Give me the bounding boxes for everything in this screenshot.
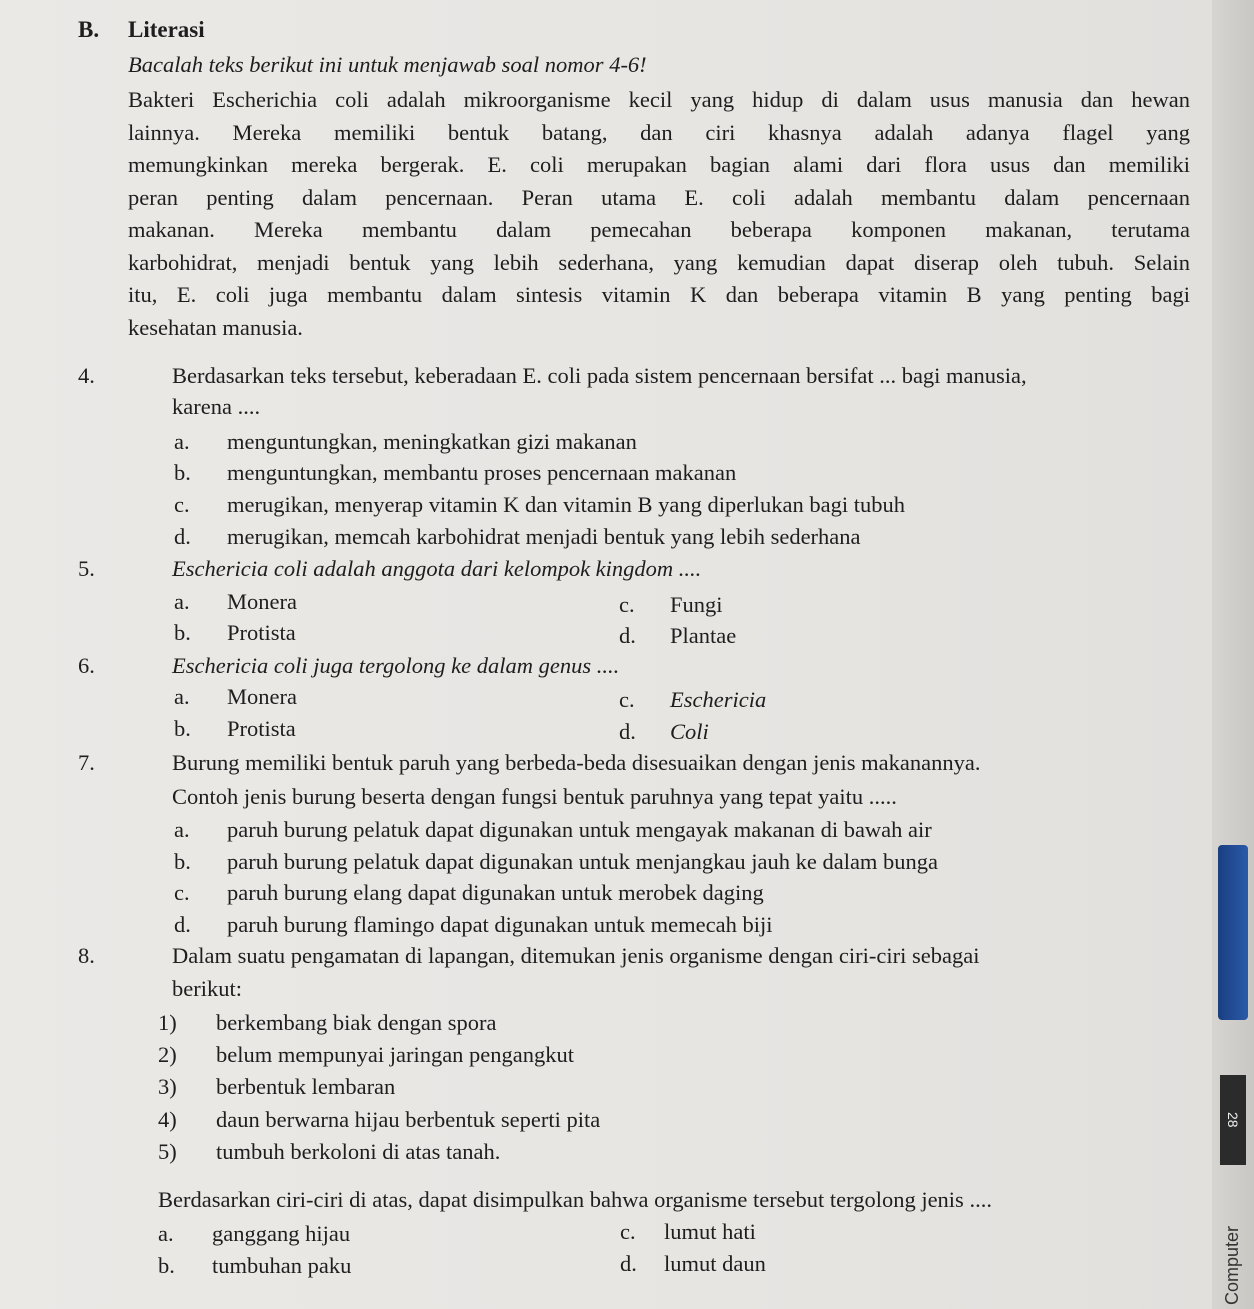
passage-line: makanan. Mereka membantu dalam pemecahan beberapa komponen makanan, terutama — [128, 217, 1190, 242]
option-text[interactable]: lumut daun — [664, 1251, 766, 1276]
question-5-number: 5. — [78, 556, 95, 581]
question-6-number: 6. — [78, 653, 95, 678]
trait-number: 3) — [158, 1074, 177, 1099]
page-edge — [1212, 0, 1254, 1309]
option-text[interactable]: tumbuhan paku — [212, 1253, 352, 1278]
option-letter: a. — [174, 817, 190, 842]
option-letter: d. — [619, 623, 636, 648]
passage-line: itu, E. coli juga membantu dalam sintesis vitamin K dan beberapa vitamin B yang penting bagi — [128, 282, 1190, 307]
option-text[interactable]: lumut hati — [664, 1219, 756, 1244]
question-4-number: 4. — [78, 363, 95, 388]
option-text[interactable]: paruh burung flamingo dapat digunakan untuk memecah biji — [227, 912, 773, 937]
option-letter: b. — [174, 620, 191, 645]
option-text[interactable]: merugikan, menyerap vitamin K dan vitamin B yang diperlukan bagi tubuh — [227, 492, 905, 517]
option-text[interactable]: paruh burung elang dapat digunakan untuk merobek daging — [227, 880, 764, 905]
question-6-text: Eschericia coli juga tergolong ke dalam genus .... — [172, 653, 620, 678]
option-text[interactable]: Protista — [227, 620, 296, 645]
option-letter: b. — [174, 849, 191, 874]
question-7-text: Burung memiliki bentuk paruh yang berbeda-beda disesuaikan dengan jenis makanannya. — [172, 750, 981, 775]
option-letter: c. — [620, 1219, 636, 1244]
option-letter: d. — [174, 524, 191, 549]
reading-instruction: Bacalah teks berikut ini untuk menjawab soal nomor 4-6! — [128, 52, 647, 77]
option-letter: a. — [174, 429, 190, 454]
reading-passage — [128, 83, 1190, 343]
option-text[interactable]: Monera — [227, 684, 297, 709]
option-letter: d. — [619, 719, 636, 744]
passage-line: karbohidrat, menjadi bentuk yang lebih sederhana, yang kemudian dapat diserap oleh tubuh. Selain — [128, 249, 1190, 275]
option-text[interactable]: Protista — [227, 716, 296, 741]
trait-text: belum mempunyai jaringan pengangkut — [216, 1042, 575, 1067]
option-letter: a. — [174, 589, 190, 614]
trait-text: berbentuk lembaran — [216, 1074, 396, 1099]
question-4-text-cont: karena .... — [172, 394, 261, 419]
question-8-number: 8. — [78, 943, 95, 968]
trait-number: 2) — [158, 1042, 177, 1067]
passage-line: kesehatan manusia. — [128, 314, 303, 340]
option-letter: c. — [619, 592, 635, 617]
option-letter: b. — [158, 1253, 175, 1278]
option-text[interactable]: paruh burung pelatuk dapat digunakan untuk mengayak makanan di bawah air — [227, 817, 932, 842]
option-letter: d. — [174, 912, 191, 937]
trait-number: 5) — [158, 1139, 177, 1164]
edge-side-text: Computer — [1222, 1225, 1242, 1305]
question-5-text: Eschericia coli adalah anggota dari kelompok kingdom .... — [172, 556, 702, 581]
question-8-text-cont: berikut: — [172, 976, 242, 1001]
option-text[interactable]: ganggang hijau — [212, 1221, 351, 1246]
option-letter: c. — [174, 492, 190, 517]
passage-line: lainnya. Mereka memiliki bentuk batang, dan ciri khasnya adalah adanya flagel yang — [128, 119, 1190, 145]
trait-text: daun berwarna hijau berbentuk seperti pita — [216, 1107, 601, 1132]
option-letter: d. — [620, 1251, 637, 1276]
passage-line: memungkinkan mereka bergerak. E. coli merupakan bagian alami dari flora usus dan memiliki — [128, 152, 1190, 177]
option-text[interactable]: menguntungkan, meningkatkan gizi makanan — [227, 429, 637, 454]
section-letter: B. — [78, 17, 100, 42]
section-title: Literasi — [128, 17, 205, 42]
question-7-text-cont: Contoh jenis burung beserta dengan fungsi bentuk paruhnya yang tepat yaitu ..... — [172, 784, 897, 809]
option-text[interactable]: Fungi — [670, 592, 723, 617]
edge-page-marker: 28 — [1220, 1075, 1246, 1165]
passage-line: Bakteri Escherichia coli adalah mikroorganisme kecil yang hidup di dalam usus manusia dan hewan — [128, 87, 1190, 112]
trait-number: 1) — [158, 1010, 177, 1035]
option-letter: c. — [174, 880, 190, 905]
question-8-conclusion: Berdasarkan ciri-ciri di atas, dapat disimpulkan bahwa organisme tersebut tergolong jenis .... — [158, 1187, 992, 1212]
option-text[interactable]: Plantae — [670, 623, 737, 648]
question-8-text: Dalam suatu pengamatan di lapangan, ditemukan jenis organisme dengan ciri-ciri sebagai — [172, 943, 980, 968]
trait-text: tumbuh berkoloni di atas tanah. — [216, 1139, 501, 1164]
option-letter: b. — [174, 460, 191, 485]
question-7-number: 7. — [78, 750, 95, 775]
option-letter: a. — [174, 684, 190, 709]
trait-number: 4) — [158, 1107, 177, 1132]
edge-blue-tab — [1218, 845, 1248, 1020]
option-text[interactable]: menguntungkan, membantu proses pencernaan makanan — [227, 460, 737, 485]
option-letter: c. — [619, 687, 635, 712]
option-text[interactable]: Coli — [670, 719, 709, 744]
option-text[interactable]: merugikan, memcah karbohidrat menjadi bentuk yang lebih sederhana — [227, 524, 861, 549]
option-text[interactable]: paruh burung pelatuk dapat digunakan untuk menjangkau jauh ke dalam bunga — [227, 849, 939, 874]
option-letter: b. — [174, 716, 191, 741]
trait-text: berkembang biak dengan spora — [216, 1010, 497, 1035]
passage-line: peran penting dalam pencernaan. Peran utama E. coli adalah membantu dalam pencernaan — [128, 184, 1190, 210]
option-text[interactable]: Eschericia — [670, 687, 767, 712]
option-letter: a. — [158, 1221, 174, 1246]
option-text[interactable]: Monera — [227, 589, 297, 614]
question-4-text: Berdasarkan teks tersebut, keberadaan E. coli pada sistem pencernaan bersifat ... bagi manusia, — [172, 363, 1027, 388]
